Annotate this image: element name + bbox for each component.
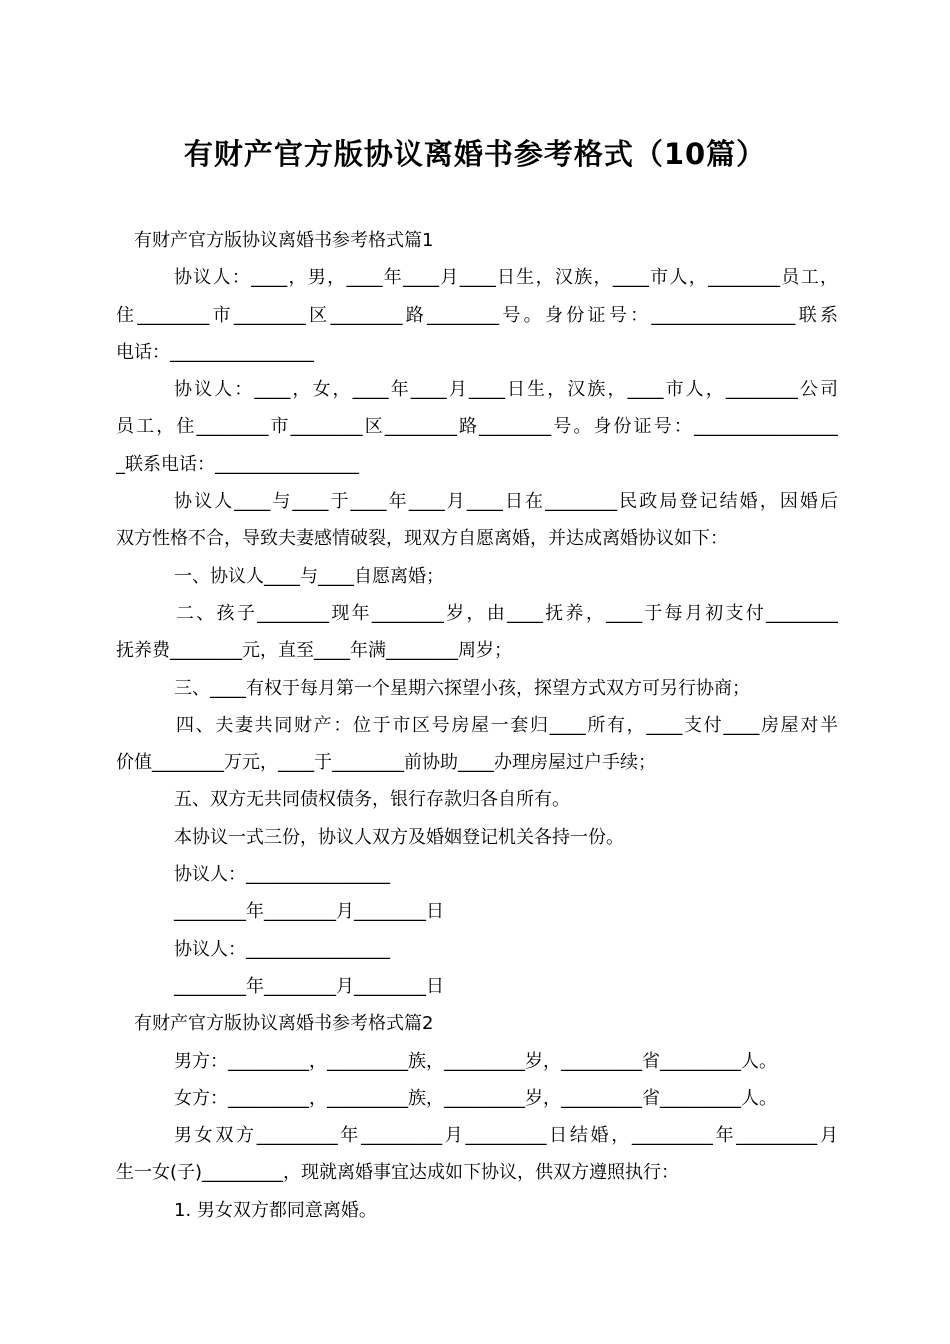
text-line: 协议人____与____于____年____月____日在________民政局登记结婚，因婚后 [174,491,838,513]
section-heading: 有财产官方版协议离婚书参考格式篇1 [134,230,434,251]
text-line: 男方：_________，_________族，_________岁，_________省_________人。 [174,1050,777,1072]
text-line: 电话：________________ [116,341,314,363]
text-line: ________年________月________日 [174,901,444,923]
text-line: 男女双方_________年_________月_________日结婚，_________年_________月 [174,1125,838,1147]
text-line: 1. 男女双方都同意离婚。 [174,1199,377,1221]
text-line: 协议人：________________ [174,864,390,886]
section-heading: 有财产官方版协议离婚书参考格式篇2 [134,1013,434,1035]
text-line: 四、夫妻共同财产：位于市区号房屋一套归____所有，____支付____房屋对半 [176,714,838,736]
text-line: 双方性格不合，导致夫妻感情破裂，现双方自愿离婚，并达成离婚协议如下： [116,528,728,550]
text-line: 女方：_________，_________族，_________岁，_________省_________人。 [174,1087,777,1109]
text-line: 价值________万元，____于________前协助____办理房屋过户手续； [116,752,656,774]
text-line: 本协议一式三份，协议人双方及婚姻登记机关各持一份。 [174,826,624,848]
text-line: 一、协议人____与____自愿离婚； [174,565,444,587]
text-line: 生一女(子)_________，现就离婚事宜达成如下协议，供双方遵照执行： [116,1162,680,1184]
text-line: 住________市________区________路________号。身份证号：________________联系 [116,304,838,326]
text-line: 三、____有权于每月第一个星期六探望小孩，探望方式双方可另行协商； [174,677,750,699]
text-line: 员工，住________市________区________路________号。身份证号：________________ [116,416,838,438]
text-line: 二、孩子________现年________岁，由____抚养，____于每月初支付________ [176,602,838,624]
document-body [116,222,838,1229]
text-line: 五、双方无共同债权债务，银行存款归各自所有。 [174,789,570,811]
text-line: 抚养费________元，直至____年满________周岁； [116,640,512,662]
document-title: 有财产官方版协议离婚书参考格式（10篇） [183,137,767,171]
text-line: 协议人：____，女，____年____月____日生，汉族，____市人，________公司 [174,379,838,401]
text-line: 协议人：____，男，____年____月____日生，汉族，____市人，________员工， [174,267,838,289]
text-line: _联系电话：________________ [116,453,359,475]
text-line: 协议人：________________ [174,938,390,960]
text-line: ________年________月________日 [174,975,444,997]
